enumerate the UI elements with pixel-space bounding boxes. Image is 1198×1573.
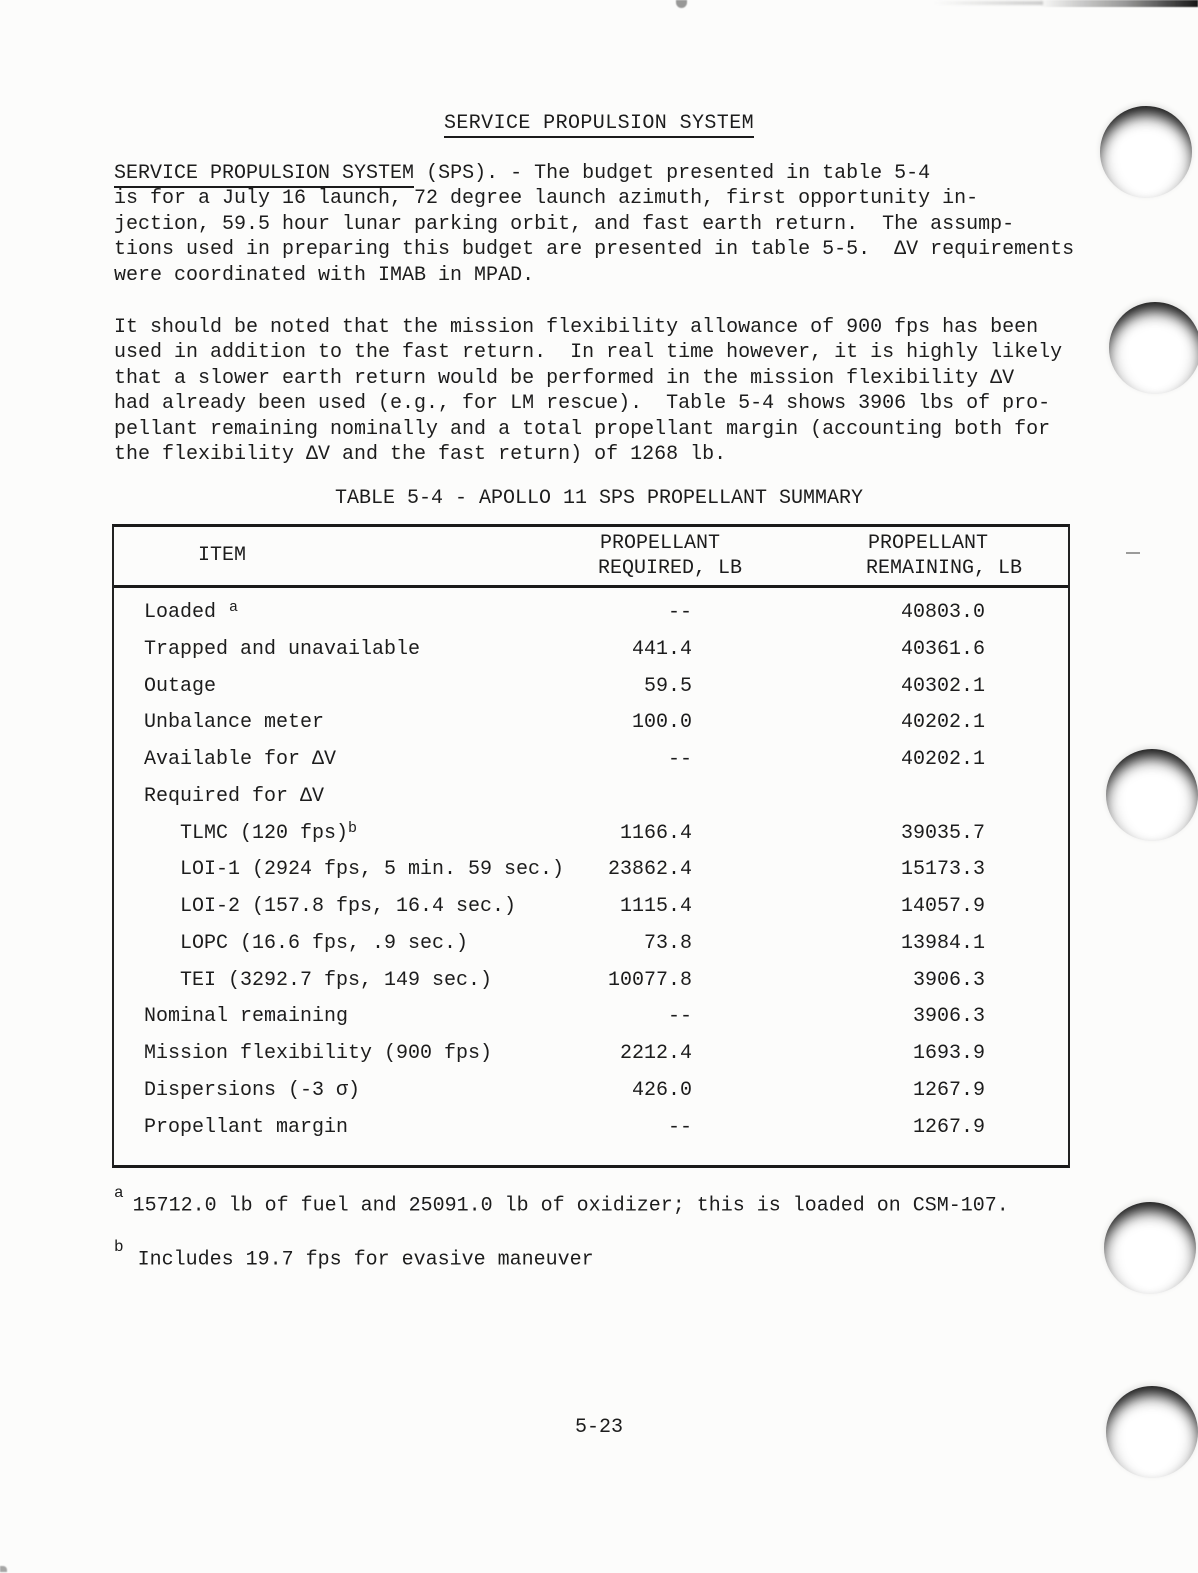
intro-line: jection, 59.5 hour lunar parking orbit, and fast earth return. The assump- [114,212,1015,236]
row-required: -- [667,748,692,771]
intro-line: tions used in preparing this budget are presented in table 5-5. ΔV requirements [114,238,1075,262]
footnote-a [114,1184,1009,1218]
table-row [114,816,1068,853]
scan-speck-artifact [0,1566,7,1572]
binder-hole-shadow [1109,302,1198,394]
table-row [114,779,1068,816]
body-paragraph [114,315,1062,467]
row-remaining: 40302.1 [900,674,985,698]
table-row [114,595,1068,632]
page-number: 5-23 [574,1416,623,1439]
intro-lead-underlined: SERVICE PROPULSION SYSTEM [114,162,414,188]
header-required-line1: PROPELLANT [600,532,721,555]
body-line: It should be noted that the mission flexibility allowance of 900 fps has been [114,316,1039,339]
row-item: Available for ΔV [144,748,337,771]
table-row [114,852,1068,889]
row-required: 73.8 [643,931,692,955]
row-item: Unbalance meter [144,711,325,735]
row-required: 23862.4 [607,858,692,882]
row-item: LOPC (16.6 fps, .9 sec.) [180,931,469,955]
scan-smudge-artifact [933,1,1043,5]
row-item: TLMC (120 fps)$^b$ [180,819,358,845]
row-item: Loaded $^a$ [144,599,239,624]
footnote-a-marker: a [114,1184,124,1202]
footnote-ref: b [348,819,358,837]
row-required: -- [667,1115,692,1139]
row-remaining: 40202.1 [900,711,985,735]
row-required: 426.0 [631,1078,692,1102]
row-item: Dispersions (-3 σ) [144,1078,361,1102]
table-row [114,963,1068,1000]
row-item: Nominal remaining [144,1005,349,1029]
table-row [114,889,1068,926]
row-required: 100.0 [631,711,692,735]
intro-line [114,161,1074,186]
body-line: that a slower earth return would be performed in the mission flexibility ΔV [114,366,1015,390]
table-body [114,588,1068,1146]
table-title: TABLE 5-4 - APOLLO 11 SPS PROPELLANT SUMMARY [334,487,864,510]
page-title-text: SERVICE PROPULSION SYSTEM [444,112,754,138]
row-remaining: 40803.0 [900,601,985,624]
row-required: 441.4 [631,637,692,661]
footnote-ref: a [229,599,239,617]
row-required: 1166.4 [619,821,692,845]
table-row [114,742,1068,779]
intro-line: is for a July 16 launch, 72 degree launch azimuth, first opportunity in- [114,187,979,211]
page-title [0,112,1198,135]
table-row [114,926,1068,963]
body-line: had already been used (e.g., for LM rescue). Table 5-4 shows 3906 lbs of pro- [114,392,1051,416]
row-item: TEI (3292.7 fps, 149 sec.) [180,968,493,992]
row-required: 59.5 [643,674,692,698]
row-required: 10077.8 [607,968,692,992]
table-row [114,1073,1068,1110]
row-item: Required for ΔV [144,784,325,808]
row-remaining: 1693.9 [912,1042,985,1065]
header-remaining-line1: PROPELLANT [868,532,989,555]
row-remaining: 15173.3 [900,858,985,882]
row-remaining: 3906.3 [912,1005,985,1029]
table-row [114,1110,1068,1147]
row-remaining: 13984.1 [900,931,985,955]
scan-streak-artifact [1038,0,1198,7]
row-item: Outage [144,674,217,698]
scan-speck-artifact [676,0,687,8]
scan-tick-artifact [1126,552,1140,554]
table-row [114,632,1068,669]
table-row [114,669,1068,706]
binder-hole-shadow [1104,1202,1196,1294]
table-header [114,527,1068,588]
row-required: 1115.4 [619,895,692,918]
footnote-b [114,1238,594,1272]
row-remaining: 14057.9 [900,895,985,918]
row-remaining: 3906.3 [912,968,985,992]
header-item: ITEM [198,544,247,567]
row-remaining [704,779,1068,816]
body-line: the flexibility ΔV and the fast return) of 1268 lb. [114,442,727,466]
intro-paragraph [114,161,1074,288]
row-remaining: 1267.9 [912,1078,985,1102]
row-item: Mission flexibility (900 fps) [144,1042,493,1065]
row-required: -- [667,601,692,624]
header-remaining-line2: REMAINING, LB [866,557,1023,580]
table-row [114,705,1068,742]
table-row [114,1036,1068,1073]
footnote-b-text: Includes 19.7 fps for evasive maneuver [137,1248,594,1272]
binder-hole-shadow [1106,1386,1198,1478]
row-required: -- [667,1005,692,1029]
header-required-line2: REQUIRED, LB [598,557,743,580]
binder-hole-shadow [1100,106,1192,198]
row-remaining: 40361.6 [900,637,985,661]
row-item: LOI-2 (157.8 fps, 16.4 sec.) [180,895,517,918]
body-line: pellant remaining nominally and a total propellant margin (accounting both for [114,417,1051,441]
intro-line: were coordinated with IMAB in MPAD. [114,263,535,287]
table-row [114,999,1068,1036]
binder-hole-shadow [1106,749,1198,841]
row-remaining: 1267.9 [912,1115,985,1139]
row-item: LOI-1 (2924 fps, 5 min. 59 sec.) [180,858,565,882]
row-item: Trapped and unavailable [144,637,421,661]
row-item: Propellant margin [144,1115,349,1139]
footnote-b-marker: b [114,1238,124,1256]
intro-lead-rest: (SPS). - The budget presented in table 5-4 [414,162,931,185]
footnote-a-text: 15712.0 lb of fuel and 25091.0 lb of oxidizer; this is loaded on CSM-107. [132,1194,1009,1218]
row-remaining: 40202.1 [900,748,985,771]
body-line: used in addition to the fast return. In real time however, it is highly likely [114,341,1063,365]
row-remaining: 39035.7 [900,821,985,845]
row-required: 2212.4 [619,1042,692,1065]
row-required [592,779,704,816]
propellant-summary-table [112,524,1070,1168]
